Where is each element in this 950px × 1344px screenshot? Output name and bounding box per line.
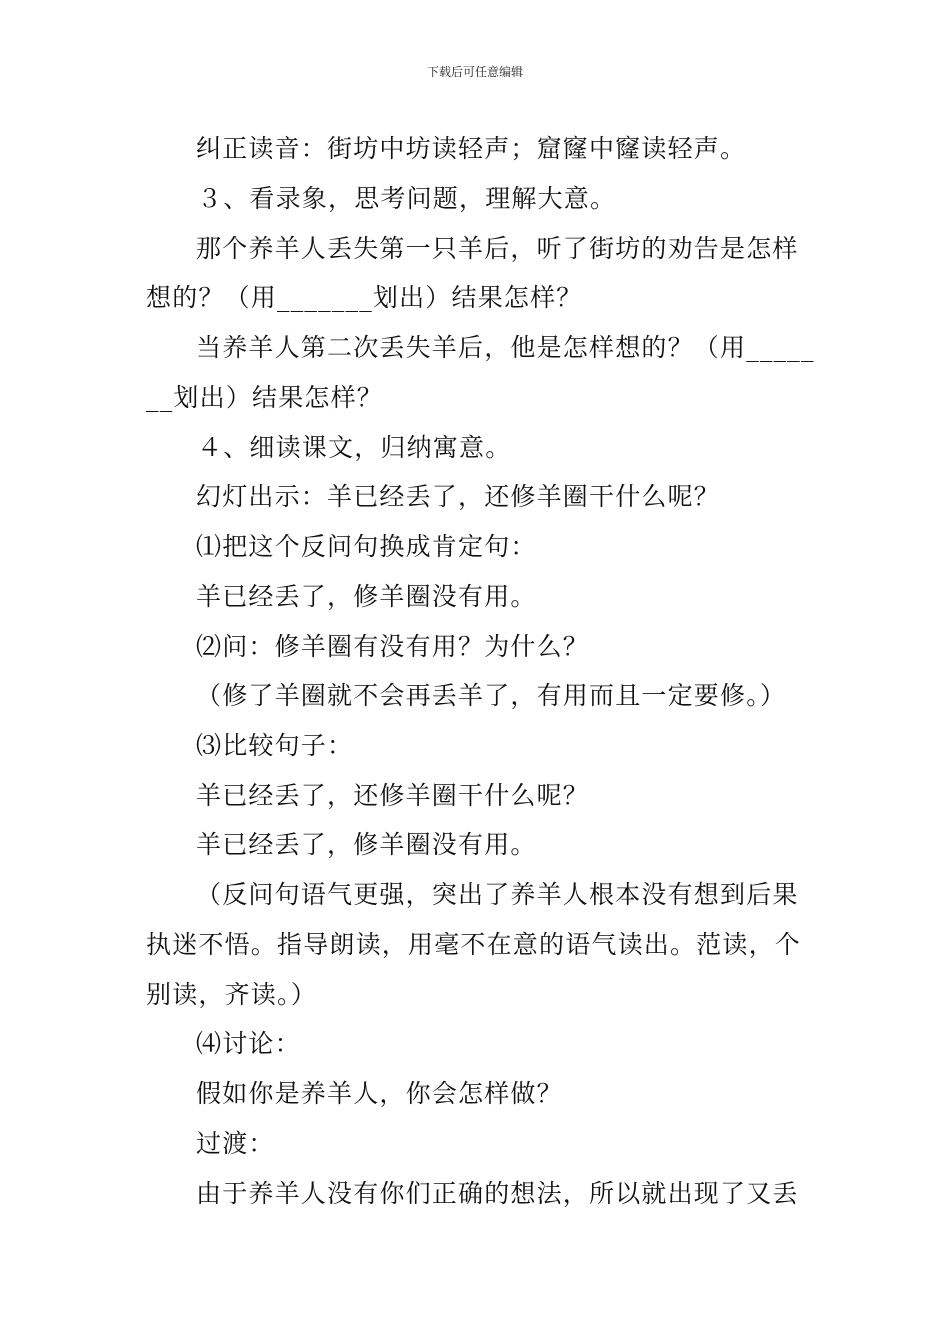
paragraph-line: （修了羊圈就不会再丢羊了，有用而且一定要修。）	[196, 681, 787, 710]
paragraph-line: ⑶比较句子：	[196, 731, 354, 760]
paragraph-line: 羊已经丢了，修羊圈没有用。	[196, 582, 537, 611]
paragraph-line: 想的？（用_______划出）结果怎样？	[146, 283, 583, 312]
paragraph-line: 纠正读音：街坊中坊读轻声；窟窿中窿读轻声。	[196, 134, 747, 163]
paragraph-line: 由于养羊人没有你们正确的想法，所以就出现了又丢	[196, 1179, 799, 1208]
page-header: 下载后可任意编辑	[426, 65, 523, 79]
paragraph-line: ３、看录象，思考问题，理解大意。	[197, 184, 617, 213]
paragraph-line: ⑵问：修羊圈有没有用？为什么？	[196, 632, 590, 661]
paragraph-line: ⑷讨论：	[196, 1029, 301, 1058]
paragraph-line: 执迷不悟。指导朗读，用毫不在意的语气读出。范读，个	[146, 930, 802, 959]
paragraph-line: 羊已经丢了，还修羊圈干什么呢？	[196, 781, 590, 810]
paragraph-line: __划出）结果怎样？	[146, 383, 384, 412]
paragraph-line: 当养羊人第二次丢失羊后，他是怎样想的？（用_____	[196, 333, 815, 362]
paragraph-line: ４、细读课文，归纳寓意。	[197, 433, 512, 462]
paragraph-line: 过渡：	[196, 1129, 275, 1158]
paragraph-line: 那个养羊人丢失第一只羊后，听了街坊的劝告是怎样	[196, 234, 799, 263]
paragraph-line: 假如你是养羊人，你会怎样做？	[196, 1079, 563, 1108]
paragraph-line: 幻灯出示：羊已经丢了，还修羊圈干什么呢？	[196, 482, 721, 511]
paragraph-line: 别读，齐读。）	[146, 980, 317, 1009]
paragraph-line: ⑴把这个反问句换成肯定句：	[196, 532, 537, 561]
paragraph-line: （反问句语气更强，突出了养羊人根本没有想到后果	[196, 880, 799, 909]
paragraph-line: 羊已经丢了，修羊圈没有用。	[196, 830, 537, 859]
